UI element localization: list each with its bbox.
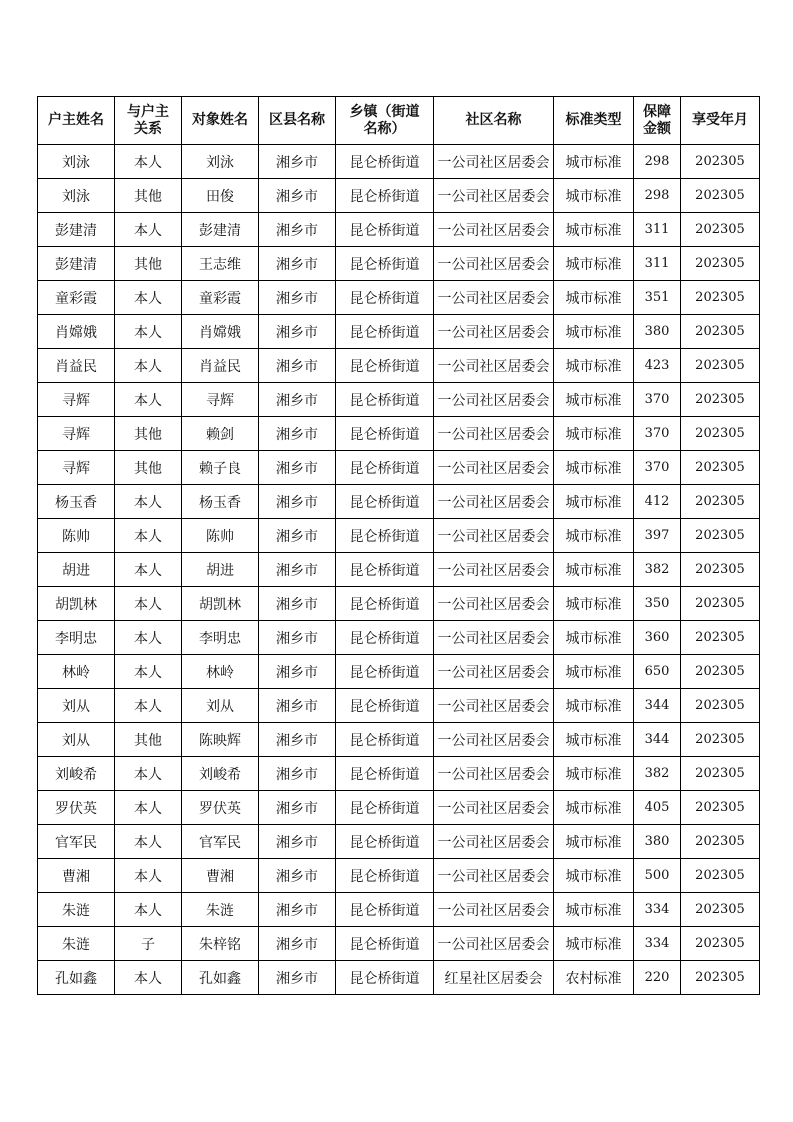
cell-standard-type: 城市标准 bbox=[554, 757, 634, 791]
cell-benefit-amount: 311 bbox=[634, 213, 681, 247]
cell-household-head-name: 刘峻希 bbox=[38, 757, 115, 791]
header-line: 关系 bbox=[134, 120, 162, 137]
cell-county-name: 湘乡市 bbox=[259, 757, 336, 791]
cell-standard-type: 城市标准 bbox=[554, 519, 634, 553]
cell-town-street-name: 昆仑桥街道 bbox=[336, 723, 434, 757]
cell-county-name: 湘乡市 bbox=[259, 213, 336, 247]
cell-town-street-name: 昆仑桥街道 bbox=[336, 145, 434, 179]
cell-household-head-name: 寻辉 bbox=[38, 417, 115, 451]
cell-relation-to-head: 其他 bbox=[115, 179, 182, 213]
cell-benefit-month: 202305 bbox=[681, 451, 760, 485]
cell-benefit-month: 202305 bbox=[681, 179, 760, 213]
table-row bbox=[38, 621, 760, 655]
cell-standard-type: 城市标准 bbox=[554, 893, 634, 927]
cell-benefit-month: 202305 bbox=[681, 349, 760, 383]
cell-relation-to-head: 本人 bbox=[115, 145, 182, 179]
cell-relation-to-head: 本人 bbox=[115, 655, 182, 689]
header-county-name bbox=[259, 97, 336, 145]
cell-benefit-amount: 334 bbox=[634, 927, 681, 961]
cell-recipient-name: 赖子良 bbox=[182, 451, 259, 485]
cell-town-street-name: 昆仑桥街道 bbox=[336, 791, 434, 825]
cell-standard-type: 城市标准 bbox=[554, 349, 634, 383]
cell-community-name: 一公司社区居委会 bbox=[434, 689, 554, 723]
cell-town-street-name: 昆仑桥街道 bbox=[336, 281, 434, 315]
cell-county-name: 湘乡市 bbox=[259, 315, 336, 349]
cell-community-name: 一公司社区居委会 bbox=[434, 485, 554, 519]
cell-standard-type: 城市标准 bbox=[554, 723, 634, 757]
cell-household-head-name: 刘泳 bbox=[38, 145, 115, 179]
table-row bbox=[38, 519, 760, 553]
table-row bbox=[38, 247, 760, 281]
cell-town-street-name: 昆仑桥街道 bbox=[336, 485, 434, 519]
cell-benefit-month: 202305 bbox=[681, 927, 760, 961]
header-recipient-name bbox=[182, 97, 259, 145]
cell-recipient-name: 胡凯林 bbox=[182, 587, 259, 621]
cell-household-head-name: 杨玉香 bbox=[38, 485, 115, 519]
cell-standard-type: 农村标准 bbox=[554, 961, 634, 995]
cell-recipient-name: 官军民 bbox=[182, 825, 259, 859]
cell-community-name: 一公司社区居委会 bbox=[434, 791, 554, 825]
cell-recipient-name: 杨玉香 bbox=[182, 485, 259, 519]
cell-town-street-name: 昆仑桥街道 bbox=[336, 247, 434, 281]
cell-benefit-month: 202305 bbox=[681, 689, 760, 723]
table-row bbox=[38, 655, 760, 689]
cell-relation-to-head: 本人 bbox=[115, 553, 182, 587]
table-row bbox=[38, 961, 760, 995]
cell-household-head-name: 胡凯林 bbox=[38, 587, 115, 621]
cell-county-name: 湘乡市 bbox=[259, 791, 336, 825]
cell-relation-to-head: 本人 bbox=[115, 383, 182, 417]
cell-town-street-name: 昆仑桥街道 bbox=[336, 213, 434, 247]
cell-household-head-name: 胡进 bbox=[38, 553, 115, 587]
cell-community-name: 一公司社区居委会 bbox=[434, 281, 554, 315]
cell-standard-type: 城市标准 bbox=[554, 247, 634, 281]
table-row bbox=[38, 383, 760, 417]
cell-recipient-name: 刘峻希 bbox=[182, 757, 259, 791]
header-line: 乡镇（街道 bbox=[349, 103, 420, 120]
cell-community-name: 一公司社区居委会 bbox=[434, 587, 554, 621]
relief-roster-table bbox=[37, 96, 760, 995]
cell-relation-to-head: 本人 bbox=[115, 587, 182, 621]
cell-benefit-amount: 370 bbox=[634, 417, 681, 451]
cell-household-head-name: 李明忠 bbox=[38, 621, 115, 655]
cell-relation-to-head: 本人 bbox=[115, 859, 182, 893]
cell-county-name: 湘乡市 bbox=[259, 281, 336, 315]
cell-benefit-month: 202305 bbox=[681, 757, 760, 791]
table-row bbox=[38, 757, 760, 791]
cell-community-name: 一公司社区居委会 bbox=[434, 349, 554, 383]
cell-household-head-name: 陈帅 bbox=[38, 519, 115, 553]
cell-benefit-amount: 370 bbox=[634, 451, 681, 485]
cell-benefit-amount: 382 bbox=[634, 553, 681, 587]
cell-standard-type: 城市标准 bbox=[554, 179, 634, 213]
cell-county-name: 湘乡市 bbox=[259, 485, 336, 519]
cell-standard-type: 城市标准 bbox=[554, 383, 634, 417]
table-row bbox=[38, 553, 760, 587]
cell-recipient-name: 肖益民 bbox=[182, 349, 259, 383]
cell-standard-type: 城市标准 bbox=[554, 553, 634, 587]
cell-recipient-name: 罗伏英 bbox=[182, 791, 259, 825]
cell-benefit-month: 202305 bbox=[681, 825, 760, 859]
cell-household-head-name: 官军民 bbox=[38, 825, 115, 859]
table-header bbox=[38, 97, 760, 145]
cell-community-name: 一公司社区居委会 bbox=[434, 859, 554, 893]
cell-standard-type: 城市标准 bbox=[554, 213, 634, 247]
cell-benefit-amount: 405 bbox=[634, 791, 681, 825]
cell-benefit-amount: 298 bbox=[634, 145, 681, 179]
cell-county-name: 湘乡市 bbox=[259, 145, 336, 179]
cell-relation-to-head: 本人 bbox=[115, 961, 182, 995]
cell-community-name: 一公司社区居委会 bbox=[434, 145, 554, 179]
cell-benefit-amount: 344 bbox=[634, 723, 681, 757]
cell-relation-to-head: 子 bbox=[115, 927, 182, 961]
header-line: 标准类型 bbox=[565, 112, 622, 128]
header-line: 与户主 bbox=[127, 103, 169, 120]
cell-standard-type: 城市标准 bbox=[554, 485, 634, 519]
cell-town-street-name: 昆仑桥街道 bbox=[336, 315, 434, 349]
table-row bbox=[38, 179, 760, 213]
header-line: 保障 bbox=[643, 103, 671, 120]
cell-relation-to-head: 本人 bbox=[115, 689, 182, 723]
cell-relation-to-head: 本人 bbox=[115, 281, 182, 315]
cell-standard-type: 城市标准 bbox=[554, 145, 634, 179]
table-row bbox=[38, 587, 760, 621]
cell-standard-type: 城市标准 bbox=[554, 859, 634, 893]
header-standard-type bbox=[554, 97, 634, 145]
cell-benefit-month: 202305 bbox=[681, 859, 760, 893]
cell-household-head-name: 林岭 bbox=[38, 655, 115, 689]
cell-benefit-month: 202305 bbox=[681, 655, 760, 689]
table-row bbox=[38, 145, 760, 179]
header-relation-to-head bbox=[115, 97, 182, 145]
cell-county-name: 湘乡市 bbox=[259, 655, 336, 689]
cell-standard-type: 城市标准 bbox=[554, 927, 634, 961]
cell-benefit-amount: 650 bbox=[634, 655, 681, 689]
cell-household-head-name: 童彩霞 bbox=[38, 281, 115, 315]
cell-benefit-month: 202305 bbox=[681, 553, 760, 587]
cell-county-name: 湘乡市 bbox=[259, 621, 336, 655]
cell-benefit-amount: 397 bbox=[634, 519, 681, 553]
cell-town-street-name: 昆仑桥街道 bbox=[336, 519, 434, 553]
cell-benefit-amount: 334 bbox=[634, 893, 681, 927]
cell-relation-to-head: 本人 bbox=[115, 519, 182, 553]
cell-relation-to-head: 本人 bbox=[115, 485, 182, 519]
cell-town-street-name: 昆仑桥街道 bbox=[336, 859, 434, 893]
cell-recipient-name: 朱涟 bbox=[182, 893, 259, 927]
cell-county-name: 湘乡市 bbox=[259, 723, 336, 757]
cell-benefit-month: 202305 bbox=[681, 417, 760, 451]
cell-standard-type: 城市标准 bbox=[554, 587, 634, 621]
relief-roster-sheet bbox=[37, 96, 760, 995]
header-community-name bbox=[434, 97, 554, 145]
cell-community-name: 一公司社区居委会 bbox=[434, 315, 554, 349]
cell-recipient-name: 胡进 bbox=[182, 553, 259, 587]
cell-relation-to-head: 其他 bbox=[115, 417, 182, 451]
cell-benefit-month: 202305 bbox=[681, 485, 760, 519]
cell-town-street-name: 昆仑桥街道 bbox=[336, 893, 434, 927]
cell-benefit-amount: 311 bbox=[634, 247, 681, 281]
header-benefit-amount bbox=[634, 97, 681, 145]
cell-county-name: 湘乡市 bbox=[259, 927, 336, 961]
table-body bbox=[38, 145, 760, 995]
cell-county-name: 湘乡市 bbox=[259, 349, 336, 383]
table-row bbox=[38, 893, 760, 927]
header-line: 金额 bbox=[643, 120, 671, 137]
cell-relation-to-head: 本人 bbox=[115, 825, 182, 859]
table-row bbox=[38, 315, 760, 349]
cell-benefit-amount: 351 bbox=[634, 281, 681, 315]
cell-recipient-name: 田俊 bbox=[182, 179, 259, 213]
cell-relation-to-head: 本人 bbox=[115, 791, 182, 825]
cell-benefit-amount: 220 bbox=[634, 961, 681, 995]
cell-recipient-name: 曹湘 bbox=[182, 859, 259, 893]
cell-recipient-name: 赖剑 bbox=[182, 417, 259, 451]
cell-benefit-amount: 412 bbox=[634, 485, 681, 519]
cell-benefit-month: 202305 bbox=[681, 281, 760, 315]
cell-county-name: 湘乡市 bbox=[259, 179, 336, 213]
cell-benefit-month: 202305 bbox=[681, 621, 760, 655]
cell-community-name: 一公司社区居委会 bbox=[434, 213, 554, 247]
cell-household-head-name: 朱涟 bbox=[38, 927, 115, 961]
cell-recipient-name: 寻辉 bbox=[182, 383, 259, 417]
cell-county-name: 湘乡市 bbox=[259, 825, 336, 859]
cell-recipient-name: 刘从 bbox=[182, 689, 259, 723]
cell-community-name: 一公司社区居委会 bbox=[434, 825, 554, 859]
cell-community-name: 一公司社区居委会 bbox=[434, 757, 554, 791]
cell-town-street-name: 昆仑桥街道 bbox=[336, 757, 434, 791]
cell-benefit-amount: 344 bbox=[634, 689, 681, 723]
table-row bbox=[38, 859, 760, 893]
cell-community-name: 红星社区居委会 bbox=[434, 961, 554, 995]
cell-standard-type: 城市标准 bbox=[554, 417, 634, 451]
cell-relation-to-head: 其他 bbox=[115, 723, 182, 757]
cell-community-name: 一公司社区居委会 bbox=[434, 621, 554, 655]
header-line: 区县名称 bbox=[269, 112, 325, 128]
cell-county-name: 湘乡市 bbox=[259, 417, 336, 451]
cell-recipient-name: 肖嫦娥 bbox=[182, 315, 259, 349]
cell-county-name: 湘乡市 bbox=[259, 587, 336, 621]
cell-recipient-name: 朱梓铭 bbox=[182, 927, 259, 961]
header-line: 对象姓名 bbox=[192, 112, 248, 128]
cell-relation-to-head: 本人 bbox=[115, 757, 182, 791]
cell-county-name: 湘乡市 bbox=[259, 451, 336, 485]
cell-relation-to-head: 本人 bbox=[115, 315, 182, 349]
cell-county-name: 湘乡市 bbox=[259, 961, 336, 995]
table-row bbox=[38, 927, 760, 961]
table-row bbox=[38, 349, 760, 383]
cell-town-street-name: 昆仑桥街道 bbox=[336, 383, 434, 417]
cell-benefit-month: 202305 bbox=[681, 315, 760, 349]
cell-benefit-month: 202305 bbox=[681, 723, 760, 757]
cell-town-street-name: 昆仑桥街道 bbox=[336, 655, 434, 689]
cell-benefit-month: 202305 bbox=[681, 145, 760, 179]
cell-town-street-name: 昆仑桥街道 bbox=[336, 689, 434, 723]
cell-benefit-month: 202305 bbox=[681, 213, 760, 247]
cell-relation-to-head: 本人 bbox=[115, 893, 182, 927]
cell-standard-type: 城市标准 bbox=[554, 281, 634, 315]
table-row bbox=[38, 417, 760, 451]
cell-benefit-month: 202305 bbox=[681, 893, 760, 927]
cell-standard-type: 城市标准 bbox=[554, 791, 634, 825]
cell-county-name: 湘乡市 bbox=[259, 553, 336, 587]
cell-standard-type: 城市标准 bbox=[554, 621, 634, 655]
cell-relation-to-head: 本人 bbox=[115, 621, 182, 655]
cell-benefit-month: 202305 bbox=[681, 247, 760, 281]
header-benefit-month bbox=[681, 97, 760, 145]
cell-town-street-name: 昆仑桥街道 bbox=[336, 451, 434, 485]
header-line: 社区名称 bbox=[465, 112, 522, 128]
cell-recipient-name: 林岭 bbox=[182, 655, 259, 689]
cell-household-head-name: 寻辉 bbox=[38, 383, 115, 417]
cell-community-name: 一公司社区居委会 bbox=[434, 451, 554, 485]
cell-household-head-name: 肖益民 bbox=[38, 349, 115, 383]
cell-household-head-name: 罗伏英 bbox=[38, 791, 115, 825]
cell-benefit-month: 202305 bbox=[681, 791, 760, 825]
header-town-street-name bbox=[336, 97, 434, 145]
cell-benefit-month: 202305 bbox=[681, 383, 760, 417]
cell-town-street-name: 昆仑桥街道 bbox=[336, 621, 434, 655]
cell-town-street-name: 昆仑桥街道 bbox=[336, 349, 434, 383]
table-row bbox=[38, 485, 760, 519]
cell-recipient-name: 童彩霞 bbox=[182, 281, 259, 315]
cell-relation-to-head: 其他 bbox=[115, 247, 182, 281]
cell-county-name: 湘乡市 bbox=[259, 859, 336, 893]
cell-community-name: 一公司社区居委会 bbox=[434, 519, 554, 553]
cell-benefit-amount: 500 bbox=[634, 859, 681, 893]
cell-standard-type: 城市标准 bbox=[554, 689, 634, 723]
cell-community-name: 一公司社区居委会 bbox=[434, 927, 554, 961]
cell-town-street-name: 昆仑桥街道 bbox=[336, 927, 434, 961]
cell-household-head-name: 曹湘 bbox=[38, 859, 115, 893]
cell-community-name: 一公司社区居委会 bbox=[434, 655, 554, 689]
cell-recipient-name: 王志维 bbox=[182, 247, 259, 281]
cell-county-name: 湘乡市 bbox=[259, 689, 336, 723]
cell-relation-to-head: 其他 bbox=[115, 451, 182, 485]
header-line: 名称） bbox=[363, 120, 406, 137]
cell-recipient-name: 李明忠 bbox=[182, 621, 259, 655]
cell-town-street-name: 昆仑桥街道 bbox=[336, 961, 434, 995]
cell-recipient-name: 陈映辉 bbox=[182, 723, 259, 757]
cell-recipient-name: 孔如鑫 bbox=[182, 961, 259, 995]
cell-benefit-amount: 360 bbox=[634, 621, 681, 655]
cell-benefit-amount: 382 bbox=[634, 757, 681, 791]
cell-benefit-amount: 350 bbox=[634, 587, 681, 621]
table-row bbox=[38, 791, 760, 825]
cell-town-street-name: 昆仑桥街道 bbox=[336, 587, 434, 621]
cell-town-street-name: 昆仑桥街道 bbox=[336, 825, 434, 859]
cell-community-name: 一公司社区居委会 bbox=[434, 417, 554, 451]
table-row bbox=[38, 689, 760, 723]
cell-community-name: 一公司社区居委会 bbox=[434, 893, 554, 927]
cell-benefit-amount: 380 bbox=[634, 825, 681, 859]
cell-household-head-name: 寻辉 bbox=[38, 451, 115, 485]
header-line: 户主姓名 bbox=[48, 112, 104, 128]
table-row bbox=[38, 723, 760, 757]
cell-recipient-name: 刘泳 bbox=[182, 145, 259, 179]
cell-household-head-name: 刘从 bbox=[38, 723, 115, 757]
cell-benefit-amount: 380 bbox=[634, 315, 681, 349]
cell-standard-type: 城市标准 bbox=[554, 451, 634, 485]
table-row bbox=[38, 281, 760, 315]
cell-household-head-name: 彭建清 bbox=[38, 213, 115, 247]
cell-recipient-name: 陈帅 bbox=[182, 519, 259, 553]
cell-household-head-name: 肖嫦娥 bbox=[38, 315, 115, 349]
table-row bbox=[38, 213, 760, 247]
cell-standard-type: 城市标准 bbox=[554, 655, 634, 689]
cell-benefit-month: 202305 bbox=[681, 961, 760, 995]
cell-household-head-name: 孔如鑫 bbox=[38, 961, 115, 995]
cell-county-name: 湘乡市 bbox=[259, 383, 336, 417]
cell-standard-type: 城市标准 bbox=[554, 825, 634, 859]
cell-relation-to-head: 本人 bbox=[115, 213, 182, 247]
cell-household-head-name: 彭建清 bbox=[38, 247, 115, 281]
cell-benefit-amount: 298 bbox=[634, 179, 681, 213]
cell-benefit-amount: 370 bbox=[634, 383, 681, 417]
cell-town-street-name: 昆仑桥街道 bbox=[336, 553, 434, 587]
cell-standard-type: 城市标准 bbox=[554, 315, 634, 349]
cell-community-name: 一公司社区居委会 bbox=[434, 553, 554, 587]
cell-benefit-month: 202305 bbox=[681, 587, 760, 621]
cell-recipient-name: 彭建清 bbox=[182, 213, 259, 247]
cell-county-name: 湘乡市 bbox=[259, 247, 336, 281]
cell-town-street-name: 昆仑桥街道 bbox=[336, 417, 434, 451]
cell-county-name: 湘乡市 bbox=[259, 893, 336, 927]
header-line: 享受年月 bbox=[692, 112, 748, 128]
cell-relation-to-head: 本人 bbox=[115, 349, 182, 383]
header-row bbox=[38, 97, 760, 145]
cell-benefit-amount: 423 bbox=[634, 349, 681, 383]
header-household-head-name bbox=[38, 97, 115, 145]
cell-community-name: 一公司社区居委会 bbox=[434, 383, 554, 417]
cell-household-head-name: 刘从 bbox=[38, 689, 115, 723]
cell-community-name: 一公司社区居委会 bbox=[434, 247, 554, 281]
cell-county-name: 湘乡市 bbox=[259, 519, 336, 553]
cell-household-head-name: 朱涟 bbox=[38, 893, 115, 927]
cell-community-name: 一公司社区居委会 bbox=[434, 723, 554, 757]
cell-town-street-name: 昆仑桥街道 bbox=[336, 179, 434, 213]
cell-community-name: 一公司社区居委会 bbox=[434, 179, 554, 213]
table-row bbox=[38, 825, 760, 859]
cell-household-head-name: 刘泳 bbox=[38, 179, 115, 213]
cell-benefit-month: 202305 bbox=[681, 519, 760, 553]
table-row bbox=[38, 451, 760, 485]
